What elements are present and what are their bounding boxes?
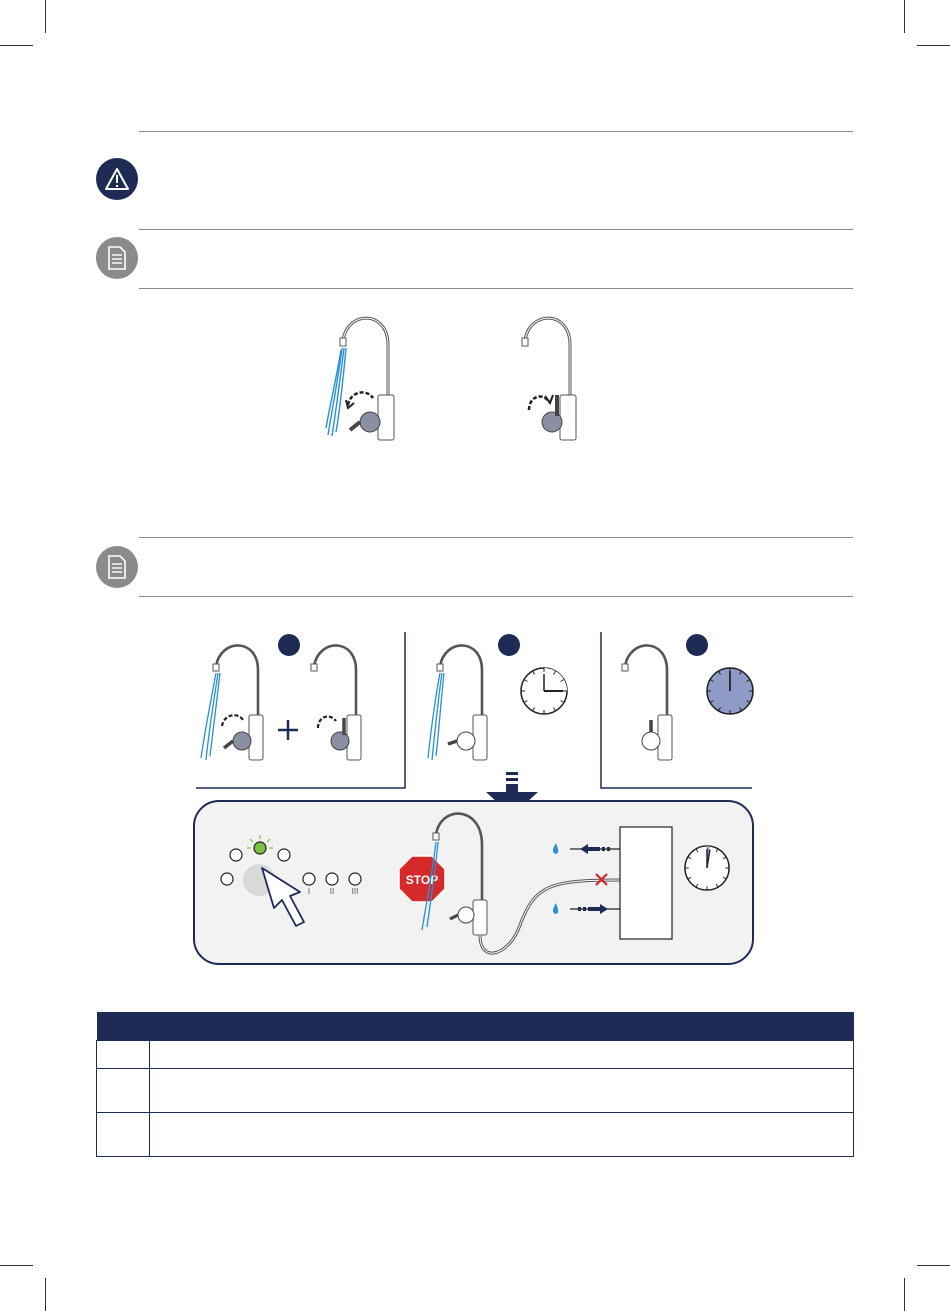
water-stream [326, 348, 346, 436]
pointer-arrow-icon [262, 868, 304, 926]
crop-mark [0, 1265, 33, 1266]
table-header-row [97, 1012, 854, 1041]
crop-mark [917, 45, 950, 46]
crop-mark [917, 1265, 950, 1266]
table-cell [97, 1041, 150, 1069]
clock-icon [705, 666, 755, 716]
crop-mark [45, 0, 46, 33]
level-1-label: I [307, 887, 311, 896]
table-header-cell [150, 1012, 854, 1041]
table-row [97, 1041, 854, 1069]
clock-icon [683, 844, 731, 892]
table-row [97, 1069, 854, 1113]
table-cell [97, 1069, 150, 1113]
crop-mark [45, 1278, 46, 1311]
table-cell [97, 1113, 150, 1157]
divider [139, 596, 853, 597]
level-3-label: III [351, 887, 359, 896]
faucet-open-illustration [318, 310, 408, 445]
crop-mark [904, 0, 905, 33]
table-header-cell [97, 1012, 150, 1041]
crop-mark [904, 1278, 905, 1311]
table-cell [150, 1069, 854, 1113]
divider [139, 229, 853, 230]
document-note-icon [96, 546, 138, 588]
water-drop-icon [553, 903, 558, 914]
faucet-unit-connection-illustration [410, 805, 680, 960]
table-cell [150, 1041, 854, 1069]
divider [139, 131, 853, 132]
divider [139, 288, 853, 289]
faucet-closed-illustration [515, 310, 605, 445]
stop-label: STOP [405, 873, 439, 887]
control-panel-illustration [212, 830, 372, 930]
data-table [96, 1012, 854, 1157]
table-cell [150, 1113, 854, 1157]
level-2-label: II [329, 887, 335, 896]
warning-triangle-icon [96, 158, 138, 200]
divider [139, 537, 853, 538]
document-note-icon [96, 237, 138, 279]
table-row [97, 1113, 854, 1157]
step3-illustration [612, 640, 692, 765]
water-drop-icon [553, 843, 558, 854]
crop-mark [0, 45, 33, 46]
step1-illustration [196, 640, 386, 765]
clock-icon [519, 666, 569, 716]
